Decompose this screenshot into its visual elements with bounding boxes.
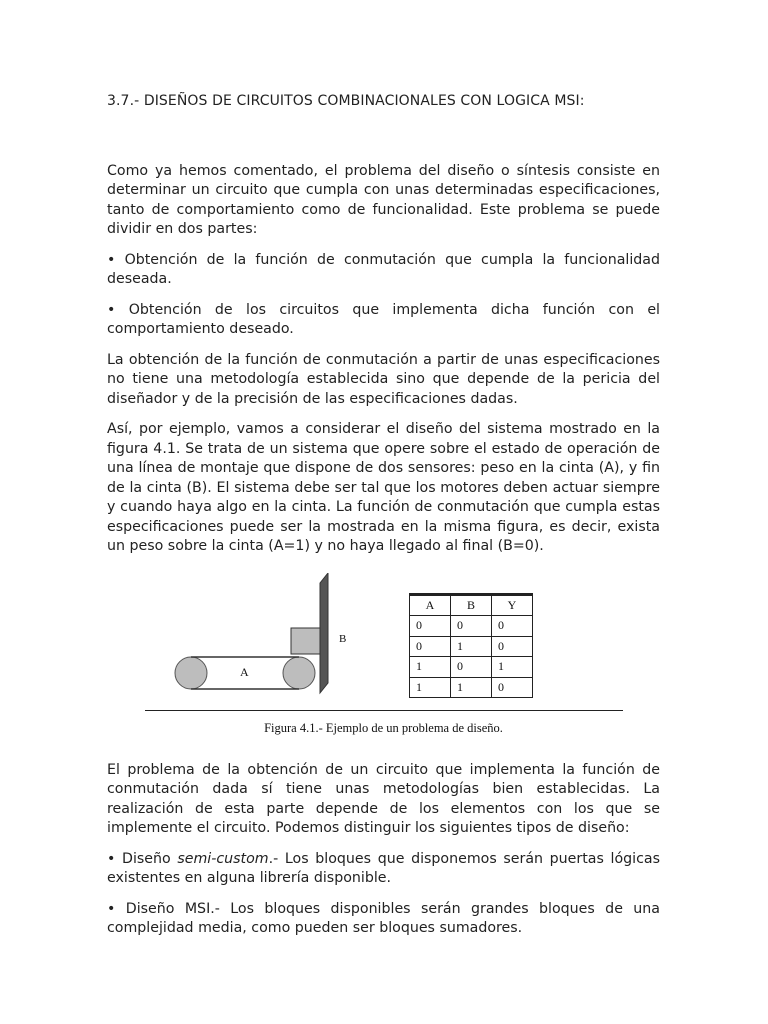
roller-left [175,657,207,689]
table-cell: 1 [451,636,492,657]
table-row [410,616,533,637]
table-cell: 1 [451,677,492,698]
truth-table-header-a: A [410,594,451,616]
table-cell: 1 [410,677,451,698]
conveyor-diagram [107,573,660,713]
table-cell: 0 [451,616,492,637]
table-cell: 0 [451,657,492,678]
bullet-circuits: • Obtención de los circuitos que implementa dicha función con el comportamiento deseado. [107,301,660,337]
paragraph-methodology: La obtención de la función de conmutación a partir de unas especificaciones no tiene una metodología establecida sino que depende de la pericia del diseñador y de la precisión de las especificaciones dadas. [107,351,660,407]
truth-table-header-y: Y [492,594,533,616]
table-row [410,677,533,698]
paragraph-methodologies: El problema de la obtención de un circuito que implementa la función de conmutación dada sí tiene unas metodologías bien establecidas. La realización de esta parte depende de los elementos con los que se implemente el circuito. Podemos distinguir los siguientes tipos de diseño: [107,761,660,836]
table-cell: 1 [410,657,451,678]
figure-caption: Figura 4.1.- Ejemplo de un problema de diseño. [264,720,503,735]
table-cell: 1 [492,657,533,678]
end-wall [320,573,328,693]
bullet-msi: • Diseño MSI.- Los bloques disponibles serán grandes bloques de una complejidad media, como pueden ser bloques sumadores. [107,900,660,936]
paragraph-example: Así, por ejemplo, vamos a considerar el diseño del sistema mostrado en la figura 4.1. Se trata de un sistema que opere sobre el estado de operación de una línea de montaje que dispone de dos sensores: peso en la cinta (A), y fin de la cinta (B). El sistema debe ser tal que los motores deben actuar siempre y cuando haya algo en la cinta. La función de conmutación que cumpla estas especificaciones puede ser la mostrada en la misma figura, es decir, exista un peso sobre la cinta (A=1) y no haya llegado al final (B=0). [107,421,660,554]
semi-custom-term: semi-custom [177,850,269,867]
figure-divider [145,710,623,711]
truth-table [409,593,533,699]
section-heading: 3.7.- DISEÑOS DE CIRCUITOS COMBINACIONALES CON LOGICA MSI: [107,93,585,109]
table-cell: 0 [410,636,451,657]
figure-4-1 [107,573,660,749]
document-page [107,92,660,950]
roller-right [283,657,315,689]
label-b: B [339,632,347,645]
bullet-semi-custom-rest: .- Los bloques que disponemos serán puertas lógicas existentes en alguna librería disponible. [107,850,661,886]
bullet-function: • Obtención de la función de conmutación que cumpla la funcionalidad deseada. [107,251,660,287]
bullet-semi-custom-prefix: • Diseño [107,850,178,867]
table-cell: 0 [492,616,533,637]
table-cell: 0 [410,616,451,637]
truth-table-header-row [410,594,533,616]
sensor-b-box [291,628,320,654]
table-row [410,657,533,678]
bullet-semi-custom [107,850,660,889]
table-row [410,636,533,657]
table-cell: 0 [492,677,533,698]
table-cell: 0 [492,636,533,657]
truth-table-header-b: B [451,594,492,616]
paragraph-intro: Como ya hemos comentado, el problema del diseño o síntesis consiste en determinar un circuito que cumpla con unas determinadas especificaciones, tanto de comportamiento como de funcionalidad. Este problema se puede dividir en dos partes: [107,162,660,237]
label-a: A [240,664,249,679]
